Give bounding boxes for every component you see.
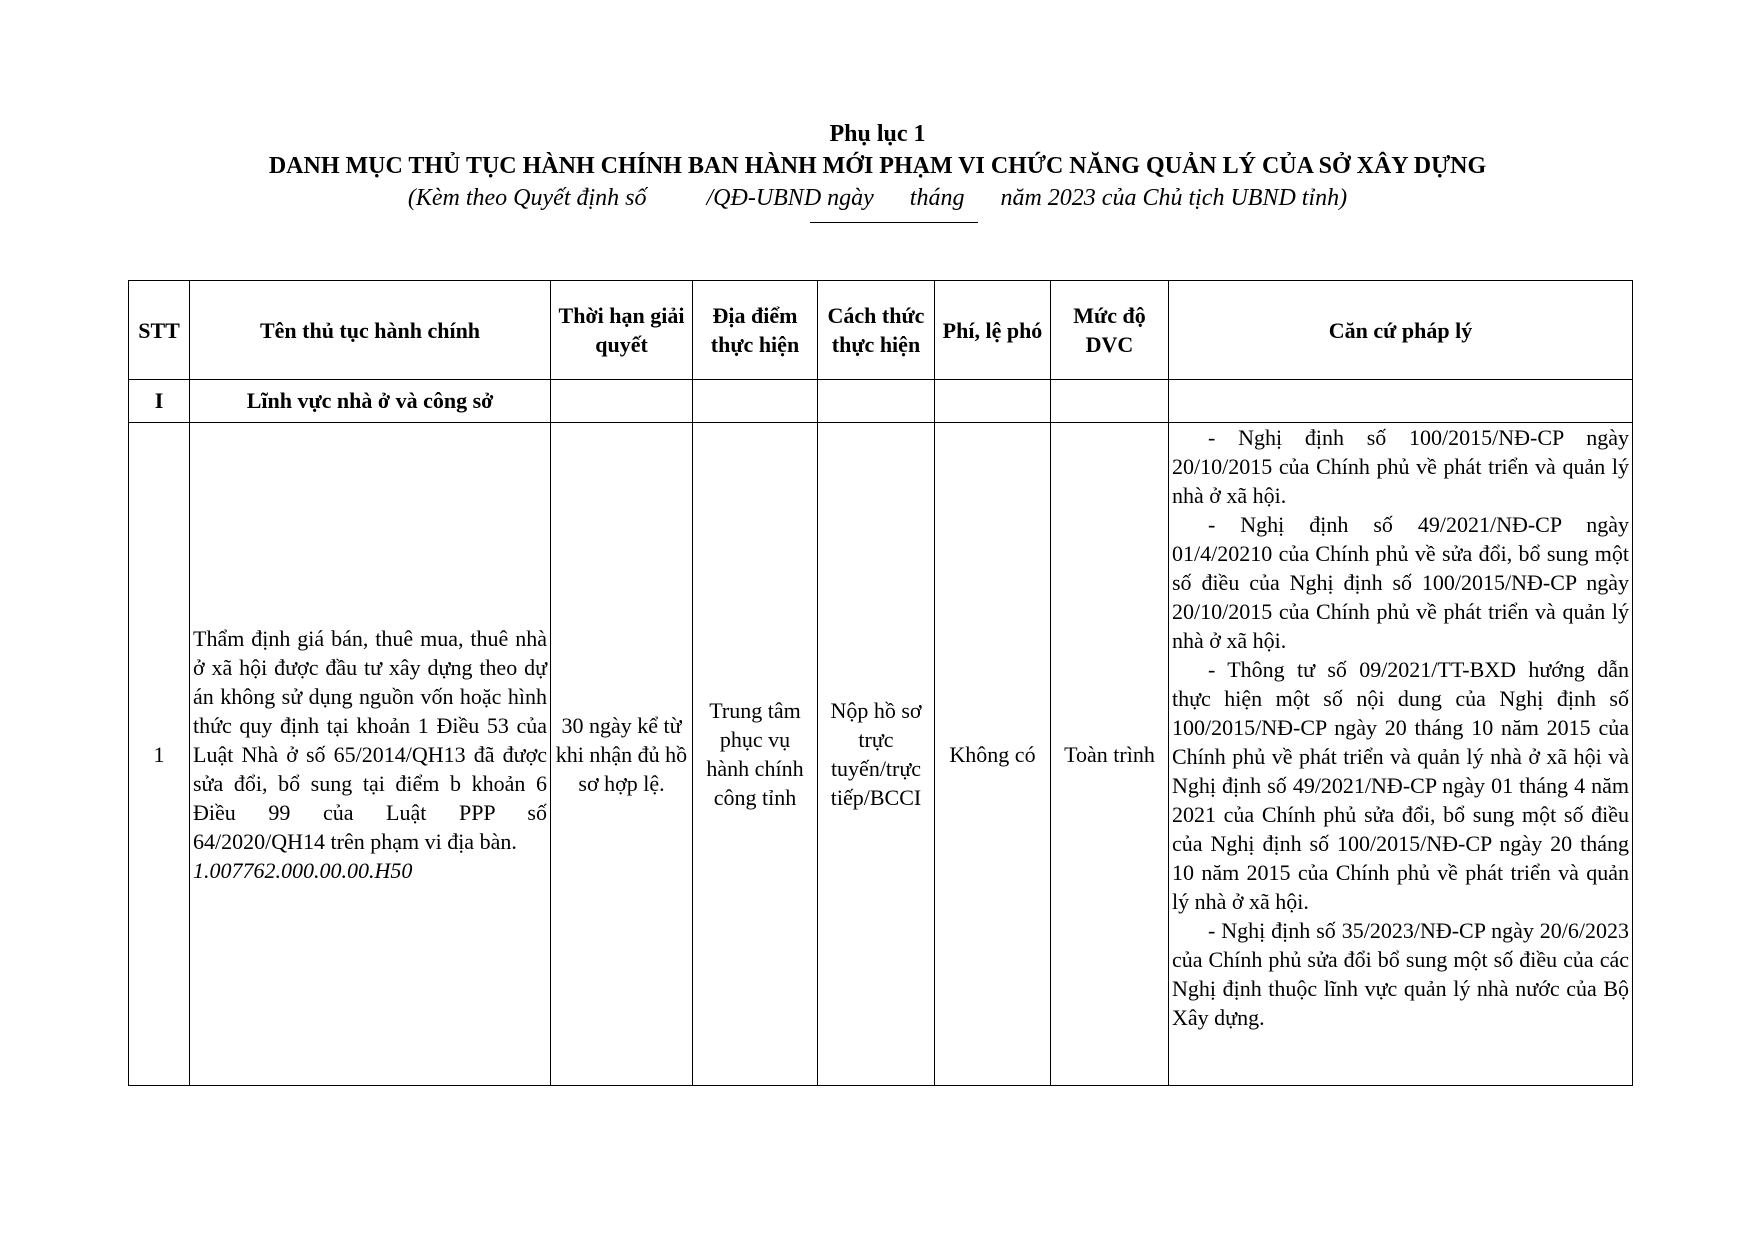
row-level: Toàn trình <box>1051 423 1169 1086</box>
appendix-label: Phụ lục 1 <box>829 121 926 147</box>
column-header-duration: Thời hạn giải quyết <box>551 281 693 380</box>
group-empty-cell <box>935 380 1051 423</box>
column-header-method: Cách thức thực hiện <box>818 281 935 380</box>
group-empty-cell <box>693 380 818 423</box>
row-stt: 1 <box>129 423 190 1086</box>
group-stt: I <box>129 380 190 423</box>
group-name: Lĩnh vực nhà ở và công sở <box>190 380 551 423</box>
document-title: DANH MỤC THỦ TỤC HÀNH CHÍNH BAN HÀNH MỚI PHẠM VI CHỨC NĂNG QUẢN LÝ CỦA SỞ XÂY DỰNG <box>268 153 1487 179</box>
row-fee: Không có <box>935 423 1051 1086</box>
row-procedure-name: Thẩm định giá bán, thuê mua, thuê nhà ở xã hội được đầu tư xây dựng theo dự án không sử dụng nguồn vốn hoặc hình thức quy định tại khoản 1 Điều 53 của Luật Nhà ở số 65/2014/QH13 đã được sửa đổi, bổ sung tại điểm b khoản 6 Điều 99 của Luật PPP số 64/2020/QH14 trên phạm vi địa bàn. <box>193 625 547 854</box>
legal-item: - Thông tư số 09/2021/TT-BXD hướng dẫn thực hiện một số nội dung của Nghị định số 100/2015/NĐ-CP ngày 20 tháng 10 năm 2015 của Chính phủ về phát triển và quản lý nhà ở xã hội và Nghị định số 49/2021/NĐ-CP ngày 01 tháng 4 năm 2021 của Chính phủ sửa đổi, bổ sung một số điều của Nghị định số 100/2015/NĐ-CP ngày 20 tháng 10 năm 2015 của Chính phủ về phát triển và quản lý nhà ở xã hội. <box>1172 657 1629 914</box>
row-procedure-code: 1.007762.000.00.00.H50 <box>193 857 413 883</box>
column-header-level: Mức độ DVC <box>1051 281 1169 380</box>
row-duration: 30 ngày kể từ khi nhận đủ hồ sơ hợp lệ. <box>551 423 693 1086</box>
column-header-fee: Phí, lệ phó <box>935 281 1051 380</box>
legal-item: - Nghị định số 35/2023/NĐ-CP ngày 20/6/2023 của Chính phủ sửa đổi bổ sung một số điều của các Nghị định thuộc lĩnh vực quản lý nhà nước của Bộ Xây dựng. <box>1172 918 1629 1030</box>
row-procedure-name-cell <box>190 423 551 1086</box>
row-legal-basis <box>1169 423 1633 1086</box>
column-header-stt: STT <box>129 281 190 380</box>
row-method: Nộp hồ sơ trực tuyến/trực tiếp/BCCI <box>818 423 935 1086</box>
legal-item: - Nghị định số 49/2021/NĐ-CP ngày 01/4/20210 của Chính phủ về sửa đổi, bổ sung một số điều của Nghị định số 100/2015/NĐ-CP ngày 20/10/2015 của Chính phủ về phát triển và quản lý nhà ở xã hội. <box>1172 512 1629 653</box>
group-empty-cell <box>818 380 935 423</box>
group-empty-cell <box>1169 380 1633 423</box>
group-empty-cell <box>1051 380 1169 423</box>
table-header-row <box>129 281 1633 380</box>
legal-item: - Nghị định số 100/2015/NĐ-CP ngày 20/10/2015 của Chính phủ về phát triển và quản lý nhà ở xã hội. <box>1172 425 1629 508</box>
document-subtitle: (Kèm theo Quyết định số /QĐ-UBND ngày tháng năm 2023 của Chủ tịch UBND tỉnh) <box>407 185 1348 211</box>
procedure-table <box>128 280 1633 1086</box>
group-empty-cell <box>551 380 693 423</box>
group-row <box>129 380 1633 423</box>
date-underline <box>810 222 978 223</box>
row-location: Trung tâm phục vụ hành chính công tỉnh <box>693 423 818 1086</box>
table-row <box>129 423 1633 1086</box>
document-header <box>0 118 1755 214</box>
column-header-location: Địa điểm thực hiện <box>693 281 818 380</box>
column-header-legal: Căn cứ pháp lý <box>1169 281 1633 380</box>
column-header-name: Tên thủ tục hành chính <box>190 281 551 380</box>
